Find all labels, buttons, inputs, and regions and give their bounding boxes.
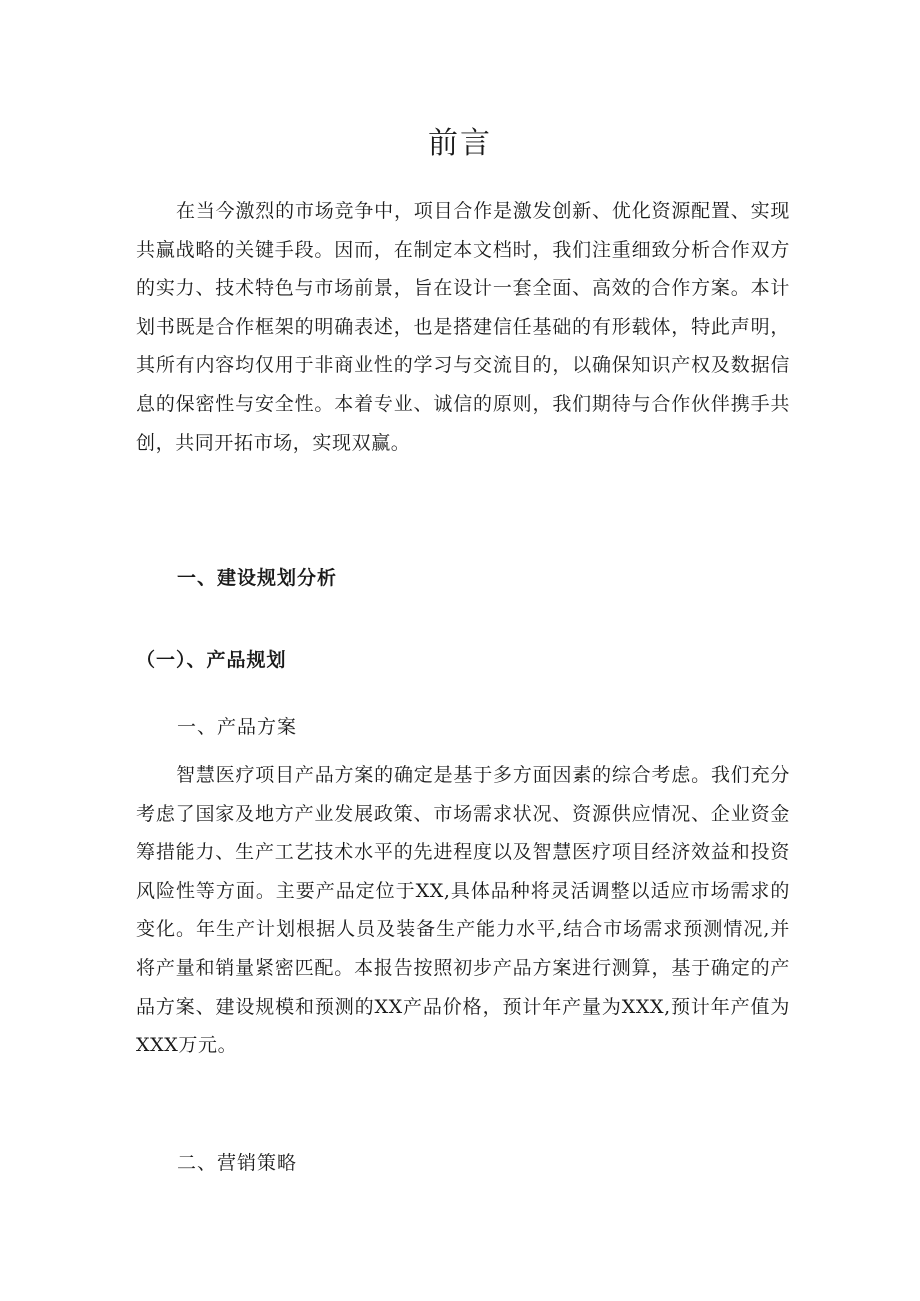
preface-paragraph: 在当今激烈的市场竞争中，项目合作是激发创新、优化资源配置、实现共赢战略的关键手段。因而，在制定本文档时，我们注重细致分析合作双方的实力、技术特色与市场前景，旨在设计一套全面、高效的合作方案。本计划书既是合作框架的明确表述，也是搭建信任基础的有形载体，特此声明，其所有内容均仅用于非商业性的学习与交流目的，以确保知识产权及数据信息的保密性与安全性。本着专业、诚信的原则，我们期待与合作伙伴携手共创，共同开拓市场，实现双赢。 xyxy=(136,200,790,454)
subsection-heading-product-planning: （一）、产品规划 xyxy=(136,649,287,671)
product-plan-paragraph: 智慧医疗项目产品方案的确定是基于多方面因素的综合考虑。我们充分考虑了国家及地方产业发展政策、市场需求状况、资源供应情况、企业资金筹措能力、生产工艺技术水平的先进程度以及智慧医疗项目经济效益和投资风险性等方面。主要产品定位于XX,具体品种将灵活调整以适应市场需求的变化。年生产计划根据人员及装备生产能力水平,结合市场需求预测情况,并将产量和销量紧密匹配。本报告按照初步产品方案进行测算，基于确定的产品方案、建设规模和预测的XX产品价格，预计年产量为XXX,预计年产值为XXX万元。 xyxy=(136,764,790,1057)
section-heading-construction-planning: 一、建设规划分析 xyxy=(177,567,338,589)
item-heading-marketing-strategy: 二、营销策略 xyxy=(177,1152,298,1174)
page-title: 前言 xyxy=(428,126,492,161)
item-heading-product-plan: 一、产品方案 xyxy=(177,716,298,738)
